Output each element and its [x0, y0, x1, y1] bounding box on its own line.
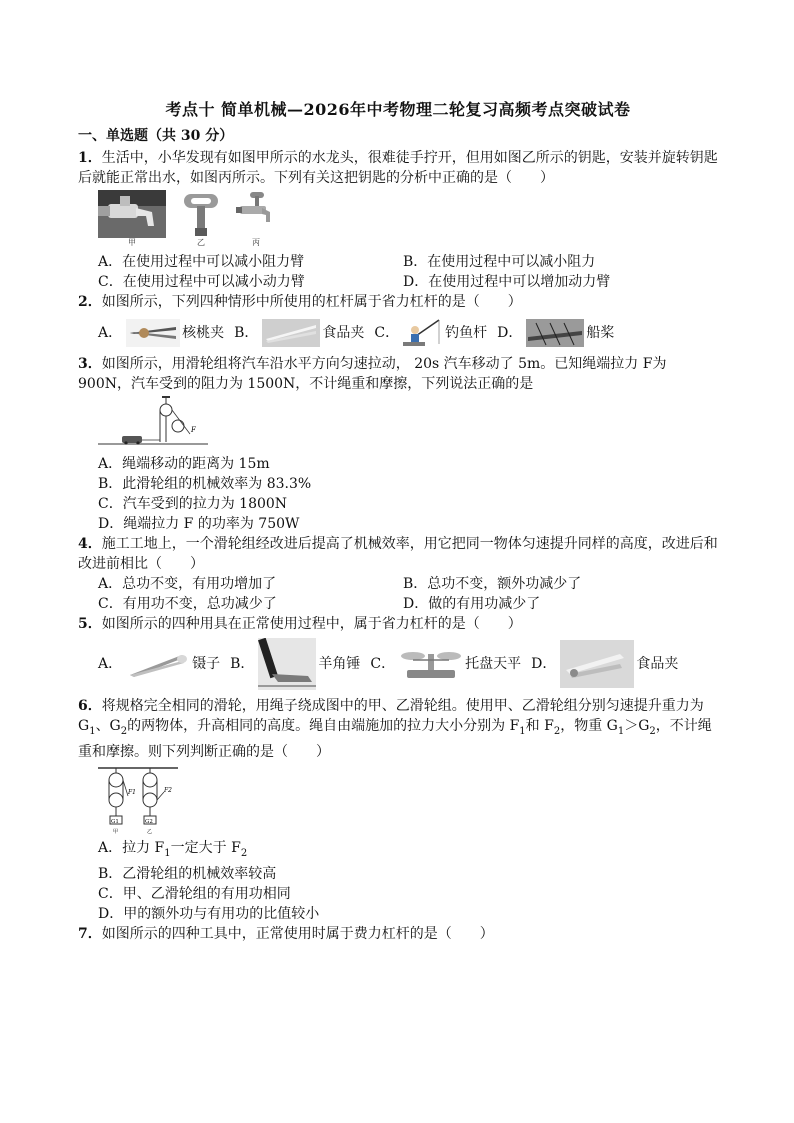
question-4-options-row-2 [78, 594, 718, 614]
option-text: 核桃夹 [182, 325, 225, 341]
tweezers-icon [126, 649, 190, 679]
subscript: 1 [617, 725, 625, 737]
question-3 [78, 354, 718, 394]
option-label: B． [230, 656, 255, 672]
question-5-options [78, 638, 718, 690]
key-figure [174, 190, 228, 248]
fishing-rod-icon [403, 318, 443, 348]
option-b[interactable]: B．总功不变，额外功减少了 [403, 576, 582, 592]
question-text: 如图所示，用滑轮组将汽车沿水平方向匀速拉动， 20s 汽车移动了 5m。已知绳端拉力 F为 900N，汽车受到的阻力为 1500N，不计绳重和摩擦，下列说法正确的是 [78, 356, 667, 392]
section-heading: 一、单选题（共 30 分） [78, 128, 234, 144]
exam-page [78, 100, 718, 944]
option-label: A． [98, 325, 123, 341]
subscript: 2 [240, 847, 248, 859]
question-4-options-row-1 [78, 574, 718, 594]
pulley-car-diagram [98, 396, 208, 452]
faucet-key-icon [236, 190, 276, 238]
option-b[interactable] [234, 319, 364, 347]
weight-g1-label: G1 [111, 818, 119, 825]
question-text: 生活中，小华发现有如图甲所示的水龙头，很难徒手拧开，但用如图乙所示的钥匙，安装并旋转钥匙后就能正常出水，如图丙所示。下列有关这把钥匙的分析中正确的是（ ） [78, 150, 718, 186]
question-number: 7． [78, 925, 102, 942]
option-c[interactable]: C．在使用过程中可以减小动力臂 [98, 274, 305, 290]
question-number: 5． [78, 616, 102, 632]
option-d[interactable] [531, 640, 678, 688]
option-text: 镊子 [192, 656, 221, 672]
question-text: 施工工地上，一个滑轮组经改进后提高了机械效率，用它把同一物体匀速提升同样的高度，改进后和改进前相比（ ） [78, 536, 718, 572]
option-d[interactable]: D．绳端拉力 F 的功率为 750W [98, 516, 300, 532]
question-text-part: ，不计绳重和摩擦。则下列判断正确的是（ ） [78, 718, 712, 760]
option-a[interactable] [98, 319, 224, 347]
question-1-options-row-1 [78, 252, 718, 272]
option-a[interactable]: A．在使用过程中可以减小阻力臂 [98, 254, 305, 270]
question-number: 2． [78, 294, 102, 310]
balance-scale-icon [399, 646, 463, 682]
caption-jia: 甲 [128, 238, 136, 247]
faucet-photo-icon [98, 190, 166, 238]
question-text-part: 将规格完全相同的滑轮，用绳子绕成图中的甲、乙滑轮组。使用甲、乙滑轮组分别匀速提升重力为 G [78, 698, 704, 734]
question-number: 6． [78, 698, 102, 714]
question-text: 如图所示，下列四种情形中所使用的杠杆属于省力杠杆的是（ ） [101, 294, 522, 310]
option-text-part: 一定大于 F [170, 839, 241, 856]
force-f2-label: F2 [164, 786, 172, 794]
faucet-with-key-figure [236, 190, 276, 248]
subscript: 2 [649, 725, 656, 737]
force-f1-label: F1 [128, 788, 136, 796]
option-a[interactable]: A．绳端移动的距离为 15m [98, 456, 270, 472]
option-c[interactable]: C．汽车受到的拉力为 1800N [98, 496, 288, 512]
subscript: 1 [164, 847, 171, 859]
weight-g2-label: G2 [145, 818, 153, 825]
option-text-part: A．拉力 F [98, 839, 165, 856]
question-text-part: ，物重 G [560, 718, 618, 734]
caption-yi: 乙 [147, 828, 153, 835]
option-c[interactable] [370, 646, 521, 682]
question-2 [78, 292, 718, 312]
subscript: 2 [553, 725, 561, 737]
option-b[interactable] [230, 638, 360, 690]
option-b[interactable]: B．乙滑轮组的机械效率较高 [98, 865, 277, 882]
option-label: D． [497, 325, 523, 341]
option-a[interactable]: A．总功不变，有用功增加了 [98, 576, 277, 592]
page-title: 考点十 简单机械—2026年中考物理二轮复习高频考点突破试卷 [165, 100, 631, 119]
caption-jia: 甲 [113, 828, 119, 835]
option-b[interactable]: B．在使用过程中可以减小阻力 [403, 254, 596, 270]
question-1 [78, 148, 718, 188]
option-label: B． [234, 325, 259, 341]
force-f-label: F [191, 426, 196, 434]
question-2-options [78, 318, 718, 348]
question-number: 1． [78, 150, 102, 166]
option-c[interactable]: C．有用功不变，总功减少了 [98, 596, 277, 612]
subscript: 2 [120, 725, 128, 737]
subscript: 1 [519, 725, 526, 737]
question-text-part: ＞G [624, 718, 650, 734]
nutcracker-icon [126, 319, 180, 347]
option-d[interactable]: D．甲的额外功与有用功的比值较小 [98, 905, 320, 922]
question-1-options-row-2 [78, 272, 718, 292]
pulley-groups-diagram [98, 766, 178, 836]
question-7 [78, 924, 718, 944]
question-3-figure [98, 396, 718, 452]
option-label: D． [531, 656, 557, 672]
question-text-part: 的两物体，升高相同的高度。绳自由端施加的拉力大小分别为 F [127, 718, 520, 734]
option-text: 食品夹 [322, 325, 365, 341]
option-text: 船桨 [586, 325, 615, 341]
question-6-figure [98, 766, 718, 836]
option-c[interactable] [374, 318, 487, 348]
question-text-part: 和 F [525, 718, 554, 734]
option-d[interactable] [497, 319, 614, 347]
question-text: 如图所示的四种用具在正常使用过程中，属于省力杠杆的是（ ） [101, 616, 522, 632]
question-text: 如图所示的四种工具中，正常使用时属于费力杠杆的是（ ） [101, 925, 494, 942]
food-tongs-icon [262, 319, 320, 347]
key-icon [174, 190, 228, 238]
option-a[interactable] [98, 649, 220, 679]
question-4 [78, 534, 718, 574]
option-text: 托盘天平 [465, 656, 522, 672]
question-number: 4． [78, 536, 102, 552]
question-1-figures [98, 190, 718, 248]
option-label: C． [370, 656, 396, 672]
option-a[interactable] [78, 838, 718, 864]
question-number: 3． [78, 356, 102, 372]
caption-bing: 丙 [252, 238, 260, 247]
subscript: 1 [89, 725, 96, 737]
question-text-part: 、G [95, 718, 121, 734]
food-tongs-icon [560, 640, 634, 688]
question-6 [78, 696, 718, 762]
faucet-figure [98, 190, 166, 248]
rowing-oar-icon [526, 319, 584, 347]
option-label: A． [98, 656, 123, 672]
option-text: 钓鱼杆 [445, 325, 488, 341]
question-5 [78, 614, 718, 634]
option-d[interactable]: D．做的有用功减少了 [403, 596, 541, 612]
option-d[interactable]: D．在使用过程中可以增加动力臂 [403, 274, 611, 290]
option-b[interactable]: B．此滑轮组的机械效率为 83.3% [98, 476, 312, 492]
caption-yi: 乙 [197, 238, 205, 247]
option-text: 羊角锤 [318, 656, 361, 672]
option-text: 食品夹 [636, 656, 679, 672]
option-c[interactable]: C．甲、乙滑轮组的有用功相同 [98, 885, 291, 902]
claw-hammer-icon [258, 638, 316, 690]
option-label: C． [374, 325, 400, 341]
